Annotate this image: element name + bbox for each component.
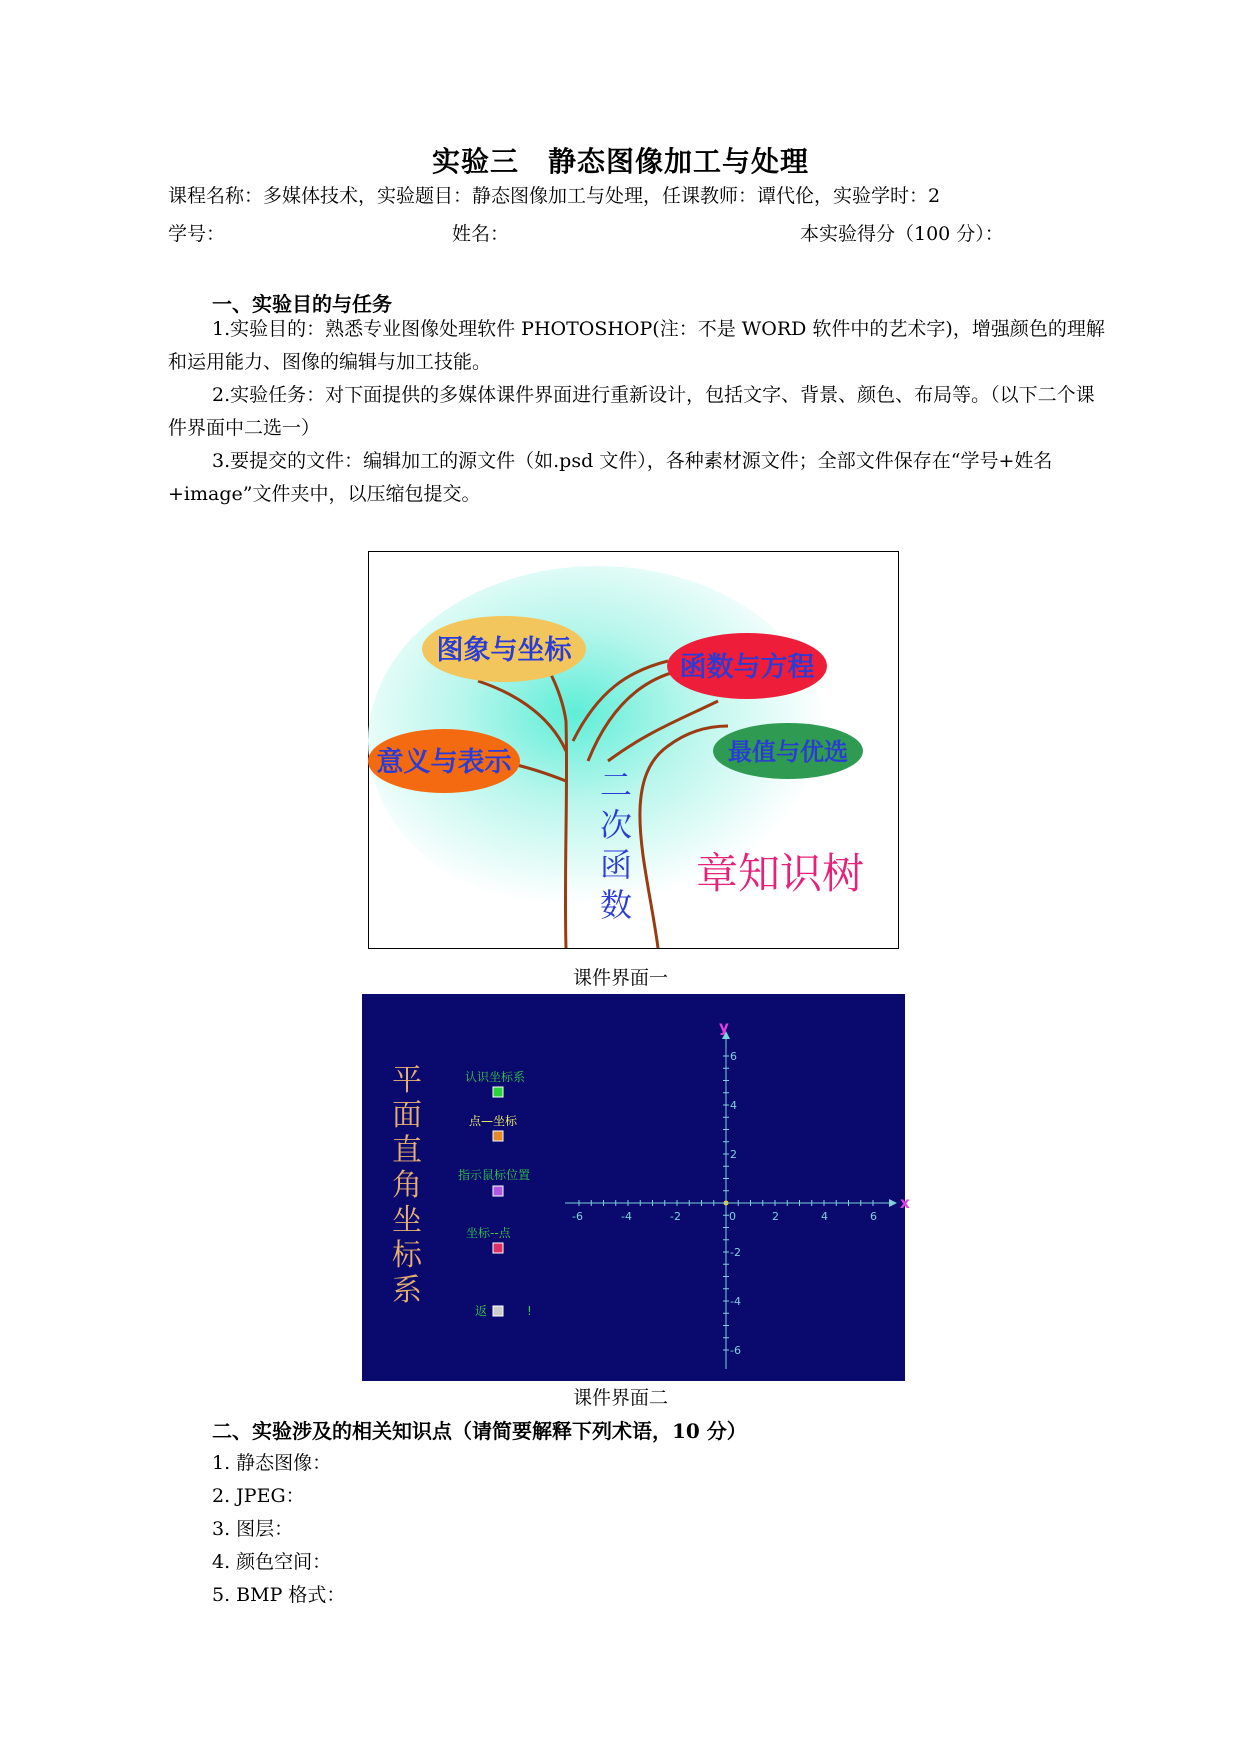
menu-item-label: 认识坐标系 [465, 1070, 526, 1084]
score-label: 本实验得分（100 分）： [800, 223, 1004, 245]
vertical-title-char: 坐 [392, 1203, 422, 1238]
node-top-right-label: 函数与方程 [679, 652, 815, 683]
x-tick-label: 2 [772, 1210, 779, 1223]
y-tick-label: 2 [730, 1148, 737, 1161]
vertical-title-char: 直 [392, 1133, 422, 1168]
y-axis-label: y [719, 1018, 729, 1036]
node-mid-right-label: 最值与优选 [728, 738, 848, 766]
trunk-char-4: 数 [599, 886, 633, 924]
section-heading-1: 一、实验目的与任务 [212, 292, 392, 316]
figure-coordinate-system [362, 994, 910, 1381]
x-axis-label: x [900, 1194, 910, 1212]
caption-figure-1: 课件界面一 [572, 967, 668, 989]
vertical-title-char: 系 [392, 1273, 422, 1308]
y-tick-label: -2 [730, 1246, 741, 1259]
paragraph-purpose: 1.实验目的：熟悉专业图像处理软件 PHOTOSHOP(注：不是 WORD 软件中的艺术字)，增强颜色的理解和运用能力、图像的编辑与加工技能。 [168, 318, 1105, 373]
menu-item-label: ! [527, 1304, 532, 1318]
menu-item-button[interactable] [493, 1131, 503, 1141]
vertical-title-char: 角 [392, 1168, 422, 1203]
menu-item-button[interactable] [493, 1087, 503, 1097]
big-label: 章知识树 [695, 849, 865, 898]
trunk-char-2: 次 [599, 806, 633, 844]
student-name-label: 姓名： [452, 223, 510, 245]
x-tick-label: -4 [621, 1210, 632, 1223]
section-heading-2: 二、实验涉及的相关知识点（请简要解释下列术语，10 分） [212, 1419, 747, 1443]
x-tick-label: -6 [572, 1210, 583, 1223]
x-tick-label: 6 [870, 1210, 877, 1223]
vertical-title-char: 平 [392, 1063, 422, 1098]
x-tick-label: -2 [670, 1210, 681, 1223]
course-line: 课程名称：多媒体技术，实验题目：静态图像加工与处理，任课教师：谭代伦，实验学时：2 [168, 185, 941, 207]
node-mid-left-label: 意义与表示 [376, 747, 512, 778]
term-item: 1. 静态图像： [212, 1452, 332, 1474]
menu-item-button[interactable] [493, 1186, 503, 1196]
term-item: 2. JPEG： [212, 1485, 305, 1507]
paragraph-submission: 3.要提交的文件：编辑加工的源文件（如.psd 文件），各种素材源文件；全部文件保存在“学号+姓名+image”文件夹中，以压缩包提交。 [168, 450, 1053, 505]
vertical-title [392, 1063, 423, 1308]
y-tick-label: -4 [730, 1295, 741, 1308]
page-title: 实验三 静态图像加工与处理 [431, 145, 809, 178]
menu-item-label: 返 [475, 1304, 488, 1318]
y-tick-label: -6 [730, 1344, 741, 1357]
menu-item-label: 坐标--点 [466, 1226, 511, 1240]
node-top-left-label: 图象与坐标 [436, 635, 572, 666]
x-tick-label: 0 [729, 1210, 736, 1223]
back-button[interactable] [493, 1306, 503, 1316]
menu-item-label: 指示鼠标位置 [458, 1168, 531, 1182]
y-tick-label: 6 [730, 1050, 737, 1063]
caption-figure-2: 课件界面二 [572, 1387, 668, 1409]
paragraph-task: 2.实验任务：对下面提供的多媒体课件界面进行重新设计，包括文字、背景、颜色、布局等。（以下二个课件界面中二选一） [168, 384, 1095, 439]
vertical-title-char: 面 [392, 1098, 422, 1133]
term-item: 3. 图层： [212, 1518, 294, 1540]
menu-item-button[interactable] [493, 1243, 503, 1253]
term-item: 5. BMP 格式： [212, 1584, 346, 1606]
vertical-title-char: 标 [392, 1238, 422, 1273]
x-tick-label: 4 [821, 1210, 828, 1223]
trunk-char-3: 函 [599, 846, 633, 884]
figure2-background [362, 994, 905, 1381]
menu-item-label: 点—坐标 [469, 1114, 518, 1128]
student-id-label: 学号： [168, 223, 226, 245]
term-item: 4. 颜色空间： [212, 1551, 332, 1573]
trunk-char-1: 二 [599, 766, 633, 804]
y-tick-label: 4 [730, 1099, 737, 1112]
figure-knowledge-tree [368, 551, 899, 949]
